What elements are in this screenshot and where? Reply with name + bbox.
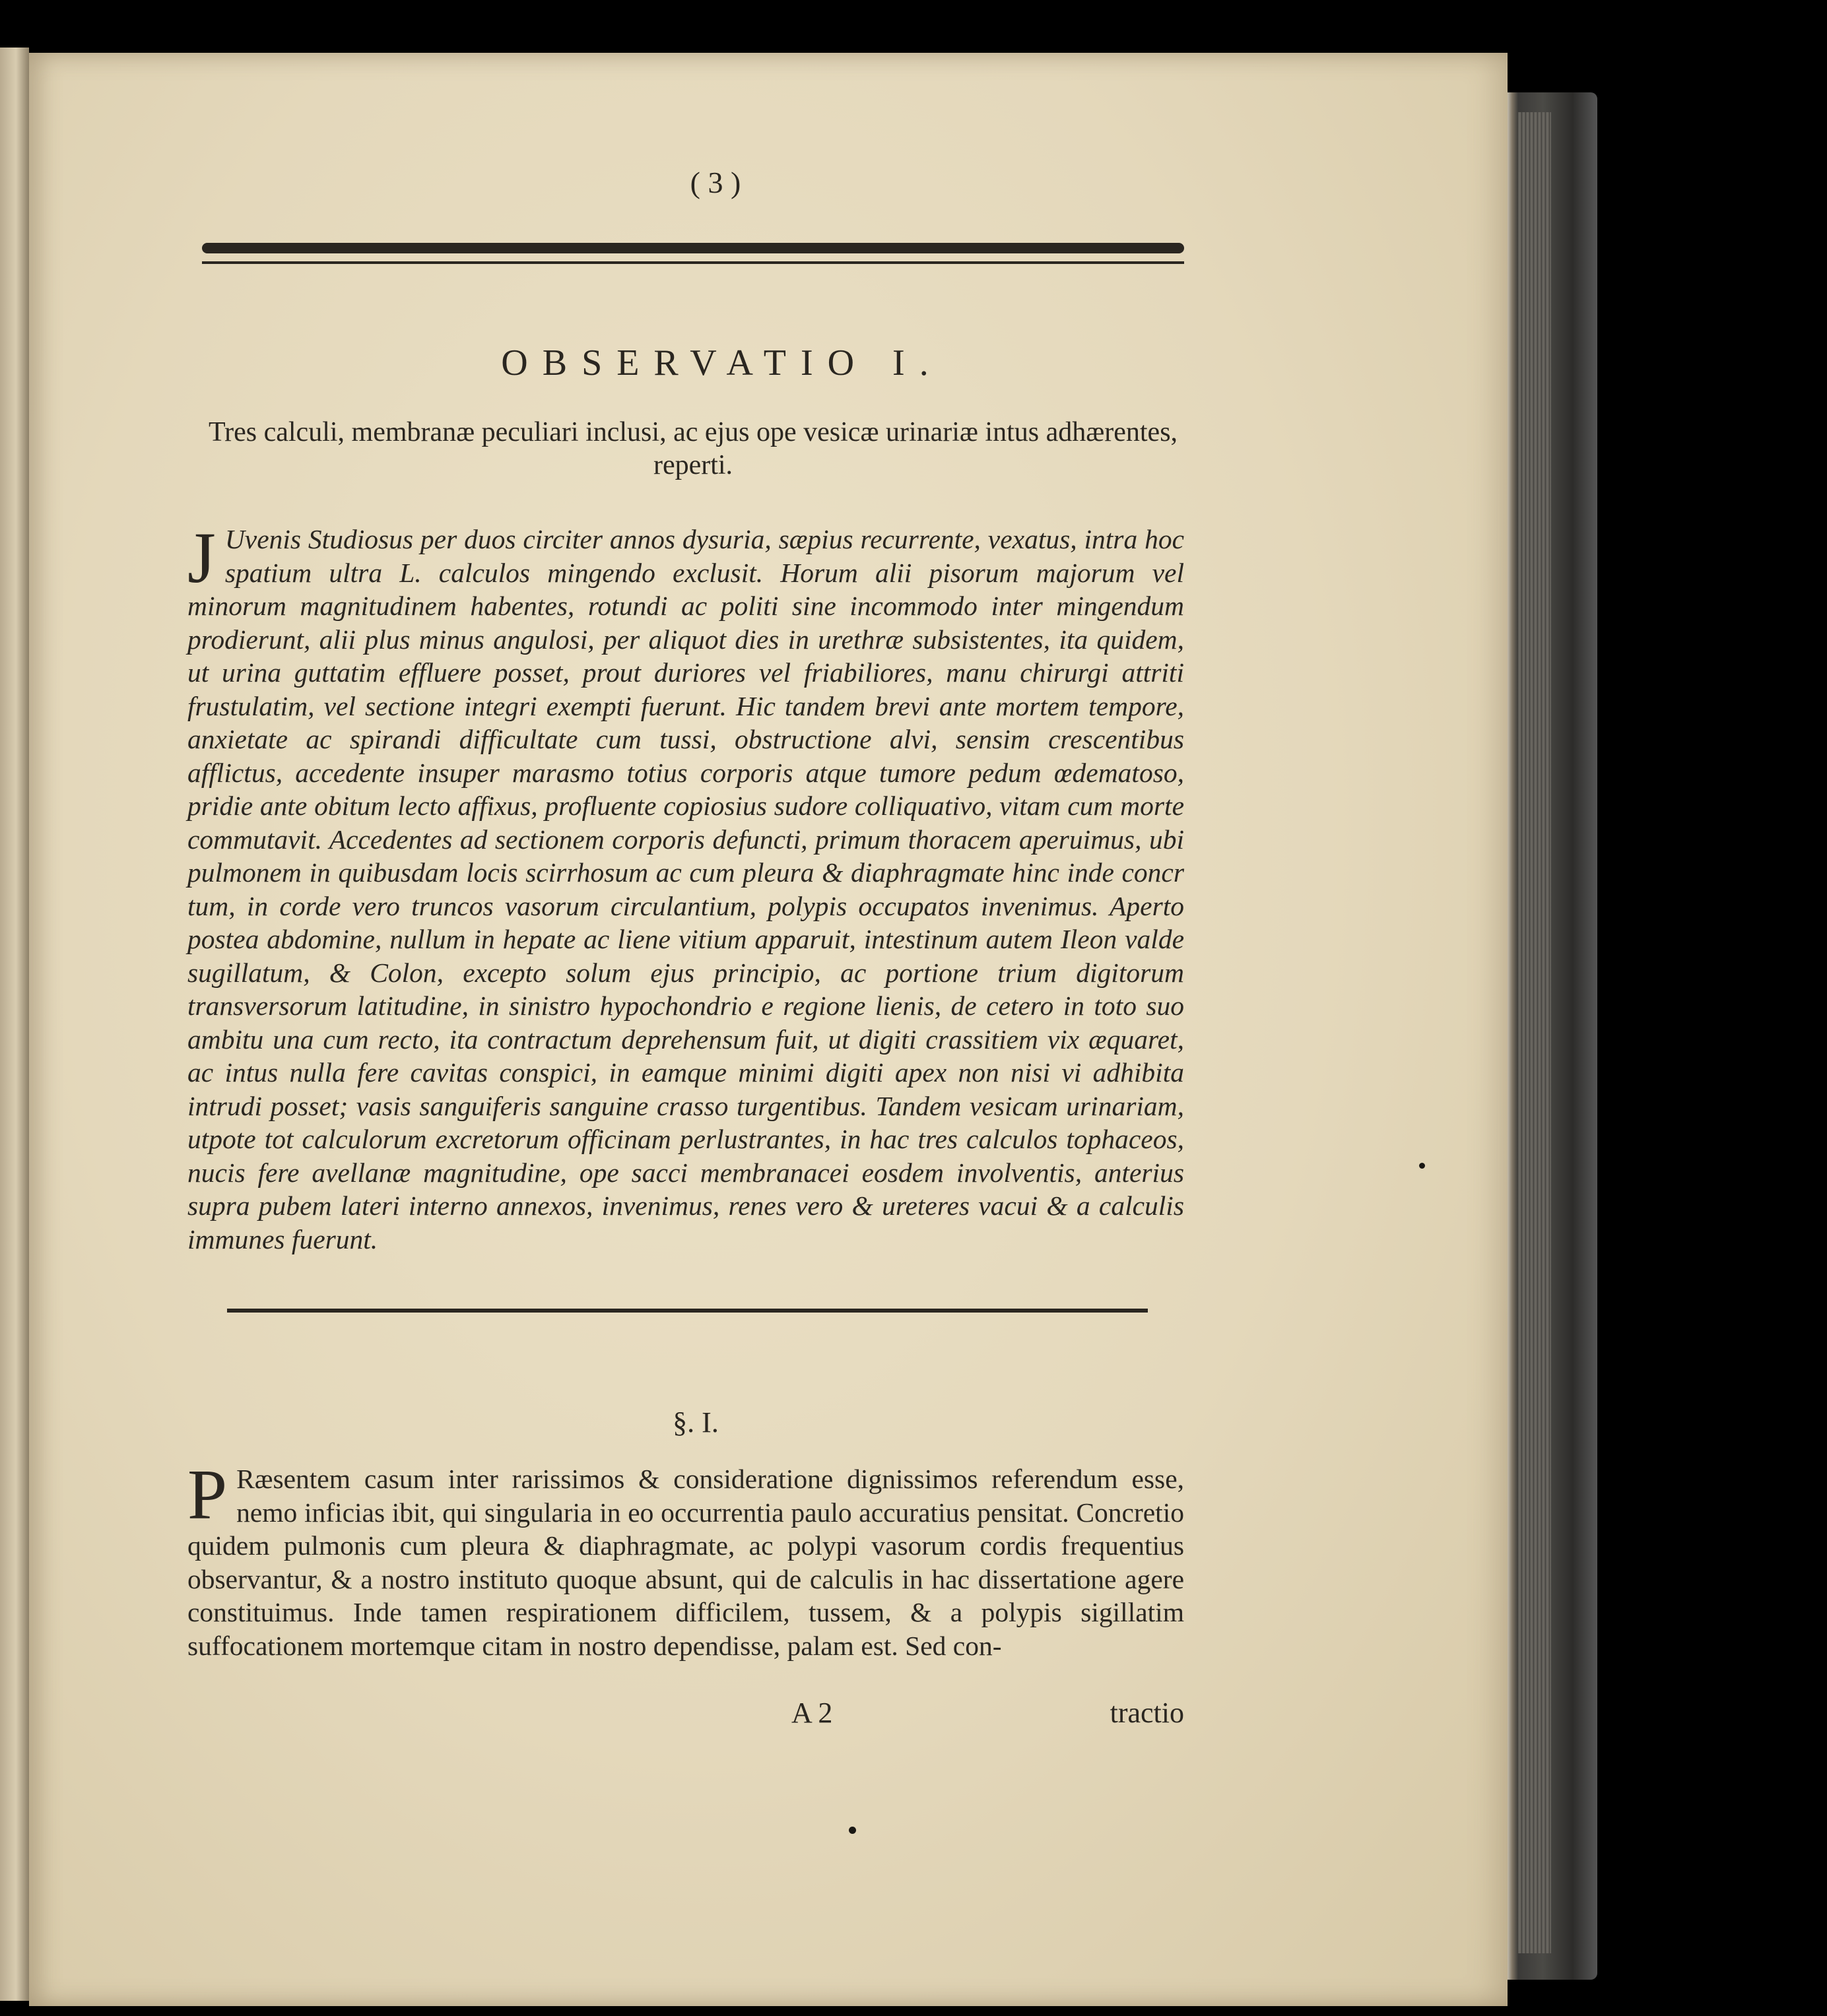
observation-heading: OBSERVATIO I. [501,342,943,383]
section-text [187,1456,1184,1662]
observation-paragraph: Uvenis Studiosus per duos circiter annos dysuria, sæpius recurrente, vexatus, intra hoc spatium ultra L. calculos mingendo exclusit. Horum alii pisorum majorum vel minorum magnitudinem habentes, rotundi ac politi sine incommodo inter mingendum prodierunt, alii plus minus angulosi, per aliquot dies in urethræ subsistentes, ita quidem, ut urina guttatim effluere posset, prout duriores vel friabiliores, manu chirurgi attriti frustulatim, vel sectione integri exempti fuerunt. Hic tandem brevi ante mortem tempore, anxietate ac spirandi difficultate cum tussi, obstructione alvi, sensim crescentibus afflictus, accedente insuper marasmo totius corporis atque tumore pedum œdematoso, pridie ante obitum lecto affixus, profluente copiosius sudore colliquativo, vitam cum morte commutavit. Accedentes ad sectionem corporis defuncti, primum thoracem aperuimus, ubi pulmonem in quibusdam locis scirrhosum ac cum pleura & diaphragmate hinc inde concr tum, in corde vero truncos vasorum circulantium, polypis occupatos invenimus. Aperto postea abdomine, nullum in hepate ac liene vitium apparuit, intestinum autem Ileon valde sugillatum, & Colon, excepto solum ejus principio, ac portione trium digitorum transversorum latitudine, in sinistro hypochondrio e regione lienis, de cetero in toto suo ambitu una cum recto, ita contractum deprehensum fuit, ut digiti crassitiem vix æquaret, ac intus nulla fere cavitas conspici, in eamque minimi digiti apex non nisi vi adhibita intrudi posset; vasis sanguiferis sanguine crasso turgentibus. Tandem vesicam urinariam, utpote tot calculorum excretorum officinam perlustrantes, in hac tres calculos tophaceos, nucis fere avellanæ magnitudine, ope sacci membranacei eosdem involventis, anterius supra pubem lateri interno annexos, invenimus, renes vero & ureteres vacui & a calculis immunes fuerunt. [187,524,1184,1254]
header-rule-thin [202,261,1184,264]
signature-mark: A 2 [791,1697,833,1729]
section-heading: §. I. [673,1406,719,1439]
catchword: tractio [1110,1697,1184,1729]
book-page [29,53,1508,2006]
book-edge-pages [1518,112,1551,1953]
observation-text [187,517,1184,1256]
ink-speck [1419,1163,1425,1169]
header-rule-thick [202,243,1184,253]
section-divider-rule [227,1309,1148,1313]
previous-page-edge [0,48,29,2001]
observation-subtitle: Tres calculi, membranæ peculiari inclusi, ac ejus ope vesicæ urinariæ intus adhærentes, reperti. [208,417,1178,480]
ink-speck [849,1827,856,1834]
observation-dropcap: J [187,517,216,598]
page-number: ( 3 ) [690,166,741,199]
section-paragraph: Ræsentem casum inter rarissimos & consideratione dignissimos referendum esse, nemo inficias ibit, qui singularia in eo occurrentia paulo accuratius pensitat. Concretio quidem pulmonis cum pleura & diaphragmate, ac polypi vasorum cordis frequentius observantur, & a nostro instituto quoque absunt, qui de calculis in hac dissertatione agere constituimus. Inde tamen respirationem difficilem, tussem, & a polypis sigillatim suffocationem mortemque citam in nostro dependisse, palam est. Sed con- [187,1464,1184,1661]
section-dropcap: P [187,1456,228,1534]
